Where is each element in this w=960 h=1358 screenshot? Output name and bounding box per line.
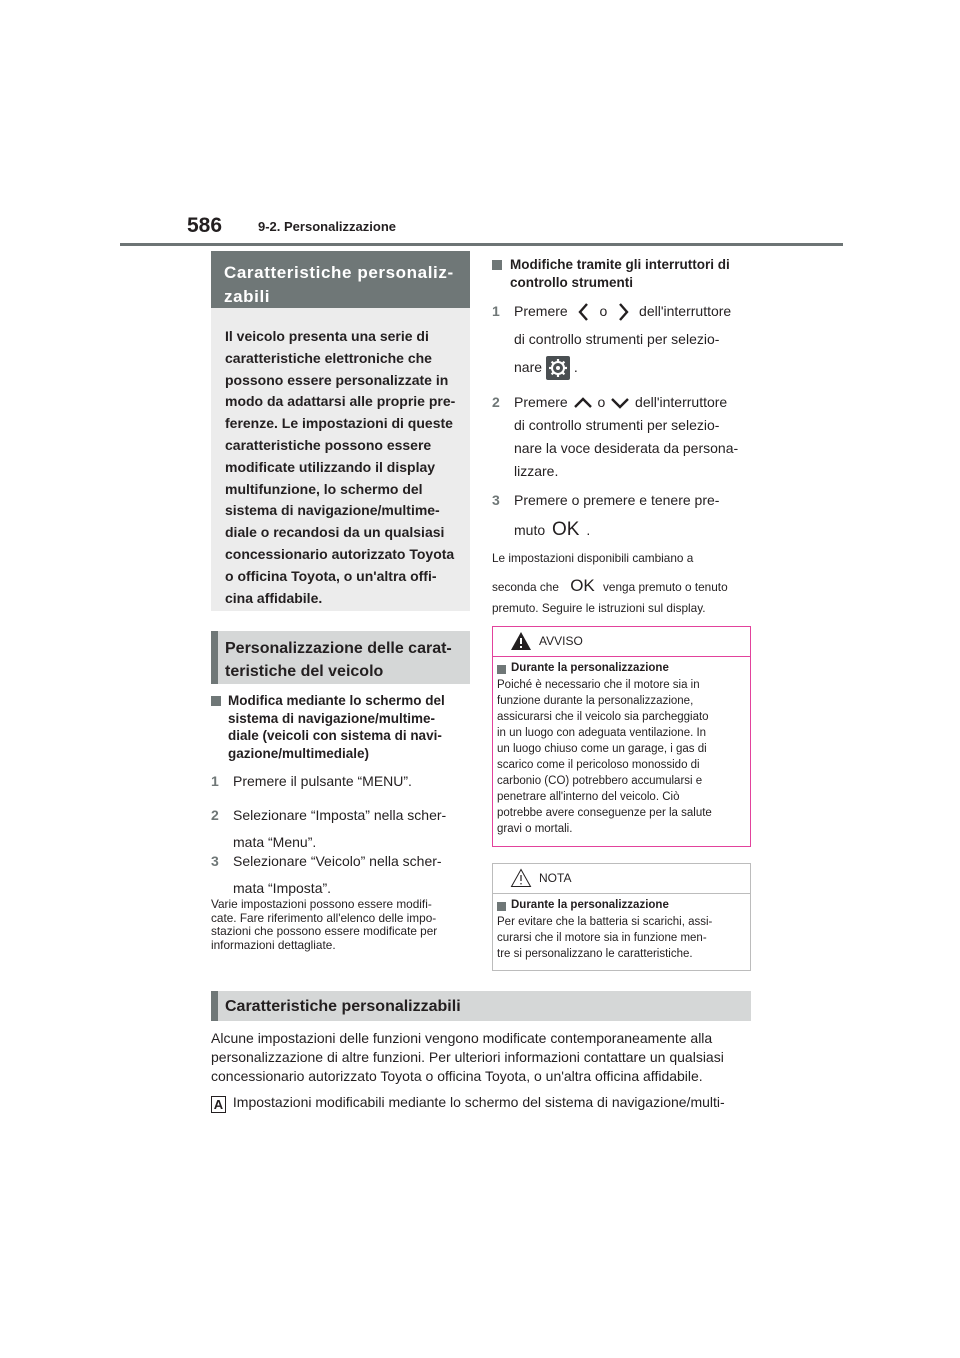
subtitle-text: Durante la personalizzazione [511, 899, 669, 911]
step-number: 2 [492, 394, 500, 410]
intro-line: cina affidabile. [225, 589, 323, 606]
heading-line: zabili [224, 287, 271, 306]
step-line: Selezionare “Imposta” nella scher- [233, 807, 447, 823]
step-line: nare la voce desiderata da persona- [514, 440, 739, 456]
warning-line: in un luogo con adeguata ventilazione. In [497, 727, 707, 739]
step-text: o [597, 394, 606, 410]
note-header [493, 864, 750, 894]
step-text: dell'interruttore [639, 303, 732, 319]
warning-subtitle [497, 662, 744, 674]
note-text: seconda che [492, 580, 559, 594]
step-row [514, 299, 754, 325]
warning-line: Poiché è necessario che il motore sia in [497, 679, 700, 691]
step-line: di controllo strumenti per selezio- [514, 331, 720, 347]
intro-line: possono essere personalizzate in [225, 371, 449, 388]
step-line: lizzare. [514, 463, 559, 479]
nav-note [211, 898, 476, 952]
heading-customizable-features [211, 251, 470, 308]
heading-line: sistema di navigazione/multime- [228, 710, 436, 726]
caution-triangle-icon [510, 868, 532, 888]
step-text: . [573, 359, 578, 375]
bottom-paragraph [211, 1029, 771, 1086]
warning-line: un luogo chiuso come un garage, i gas di [497, 743, 707, 755]
warning-line: carbonio (CO) potrebbero accumularsi e [497, 775, 703, 787]
subtitle-text: Durante la personalizzazione [511, 662, 669, 674]
warning-line: assicurarsi che il veicolo sia parcheggiato [497, 711, 709, 723]
step-number: 3 [211, 853, 219, 869]
paragraph-line: personalizzazione di altre funzioni. Per ulteriori informazioni contattare un qualsiasi [211, 1049, 724, 1065]
warning-text [497, 677, 744, 837]
chevron-left-icon [572, 300, 596, 324]
warning-triangle-icon [510, 631, 532, 651]
step-text: dell'interruttore [635, 394, 728, 410]
paragraph-line: Alcune impostazioni delle funzioni vengono modificate contemporaneamente alla [211, 1030, 713, 1046]
note-subtitle [497, 899, 744, 911]
warning-line: funzione durante la personalizzazione, [497, 695, 694, 707]
heading-text: Caratteristiche personalizzabili [225, 998, 461, 1015]
note-line: curarsi che il motore sia in funzione men- [497, 932, 707, 944]
step-line: Selezionare “Veicolo” nella scher- [233, 853, 442, 869]
switch-step-1 [492, 299, 754, 383]
heading-vehicle-customization [211, 631, 470, 684]
intro-line: ferenze. Le impostazioni di queste [225, 415, 453, 432]
note-line: informazioni dettagliate. [211, 937, 336, 952]
warning-header [493, 627, 750, 657]
label-a-badge: A [211, 1096, 226, 1113]
intro-line: modificate utilizzando il display [225, 458, 436, 475]
heading-line: Modifica mediante lo schermo del [228, 693, 445, 708]
bullet-square-icon [497, 902, 506, 911]
warning-line: gravi o mortali. [497, 823, 573, 835]
ok-icon: OK [552, 519, 580, 540]
step-line: mata “Imposta”. [233, 880, 332, 896]
heading-line: Caratteristiche personaliz- [224, 263, 454, 282]
step-text: Premere [514, 303, 568, 319]
chevron-up-icon [572, 394, 594, 412]
warning-line: scarico come il pericoloso monossido di [497, 759, 700, 771]
section-title: 9-2. Personalizzazione [258, 219, 396, 234]
nav-step-3 [211, 848, 473, 902]
note-line: Per evitare che la batteria si scarichi, assi- [497, 916, 713, 928]
paragraph-line: concessionario autorizzato Toyota o officina Toyota, o un'altra officina affidabile. [211, 1068, 703, 1084]
note-row [492, 576, 757, 601]
warning-title: AVVISO [539, 634, 583, 648]
note-line: premuto. Seguire le istruzioni sul display. [492, 601, 706, 615]
step-text: . [586, 522, 591, 538]
heading-line: Personalizzazione delle carat- [225, 640, 452, 657]
heading-line: diale (veicoli con sistema di navi- [228, 728, 442, 743]
heading-line: teristiche del veicolo [225, 663, 384, 680]
heading-customizable-features-list [211, 991, 751, 1021]
bullet-square-icon [497, 665, 506, 674]
note-line: stazioni che possono essere modificate per [211, 924, 438, 939]
step-number: 1 [492, 303, 500, 319]
step-number: 2 [211, 807, 219, 823]
page-number: 586 [187, 214, 223, 237]
switch-step-3 [492, 488, 754, 542]
switch-step-2 [492, 391, 754, 483]
switch-method-heading [492, 256, 754, 291]
step-line: mata “Menu”. [233, 834, 317, 850]
section-a-line [211, 1093, 771, 1113]
section-a-text: Impostazioni modificabili mediante lo schermo del sistema di navigazione/multi- [232, 1094, 725, 1110]
warning-box [492, 626, 751, 847]
note-title: NOTA [539, 871, 572, 885]
intro-box [211, 308, 470, 611]
intro-line: multifunzione, lo schermo del [225, 480, 423, 497]
settings-gear-icon [546, 356, 570, 380]
intro-line: Il veicolo presenta una serie di [225, 328, 429, 344]
intro-line: concessionario autorizzato Toyota [225, 545, 455, 562]
step-row [514, 391, 754, 414]
header-rule [120, 243, 843, 246]
heading-line: Modifiche tramite gli interruttori di [510, 257, 730, 272]
chevron-right-icon [611, 300, 635, 324]
intro-line: diale o recandosi da un qualsiasi [225, 524, 445, 541]
intro-line: o officina Toyota, o un'altra offi- [225, 567, 437, 584]
warning-line: penetrare all'interno del veicolo. Ciò [497, 791, 680, 803]
step-text: muto [514, 522, 546, 538]
step-row [514, 355, 754, 383]
note-text [497, 914, 744, 962]
step-line: Premere il pulsante “MENU”. [233, 773, 412, 789]
step-text: Premere [514, 394, 568, 410]
switch-note [492, 551, 757, 615]
note-line: tre si personalizzano le caratteristiche. [497, 948, 693, 960]
ok-icon: OK [570, 576, 595, 595]
step-row [514, 518, 754, 542]
warning-line: potrebbe avere conseguenze per la salute [497, 807, 712, 819]
heading-line: controllo strumenti [510, 274, 634, 290]
step-number: 1 [211, 773, 219, 789]
note-line: Le impostazioni disponibili cambiano a [492, 551, 694, 565]
nav-method-heading [211, 692, 473, 762]
step-line: Premere o premere e tenere pre- [514, 492, 720, 508]
bullet-square-icon [211, 696, 221, 706]
intro-line: caratteristiche possono essere [225, 436, 432, 453]
nav-step-1 [211, 769, 473, 793]
step-number: 3 [492, 492, 500, 508]
note-text: venga premuto o tenuto [603, 580, 728, 594]
step-text: o [599, 303, 608, 319]
chevron-down-icon [609, 394, 631, 412]
note-line: Varie impostazioni possono essere modifi- [211, 897, 432, 911]
heading-line: gazione/multimediale) [228, 745, 370, 761]
intro-line: modo da adattarsi alle proprie pre- [225, 393, 456, 410]
bullet-square-icon [492, 260, 502, 270]
step-line: di controllo strumenti per selezio- [514, 417, 720, 433]
note-line: cate. Fare riferimento all'elenco delle impo- [211, 910, 437, 925]
intro-line: caratteristiche elettroniche che [225, 349, 432, 366]
intro-line: sistema di navigazione/multime- [225, 502, 440, 519]
step-text: nare [514, 359, 543, 375]
note-box [492, 863, 751, 971]
